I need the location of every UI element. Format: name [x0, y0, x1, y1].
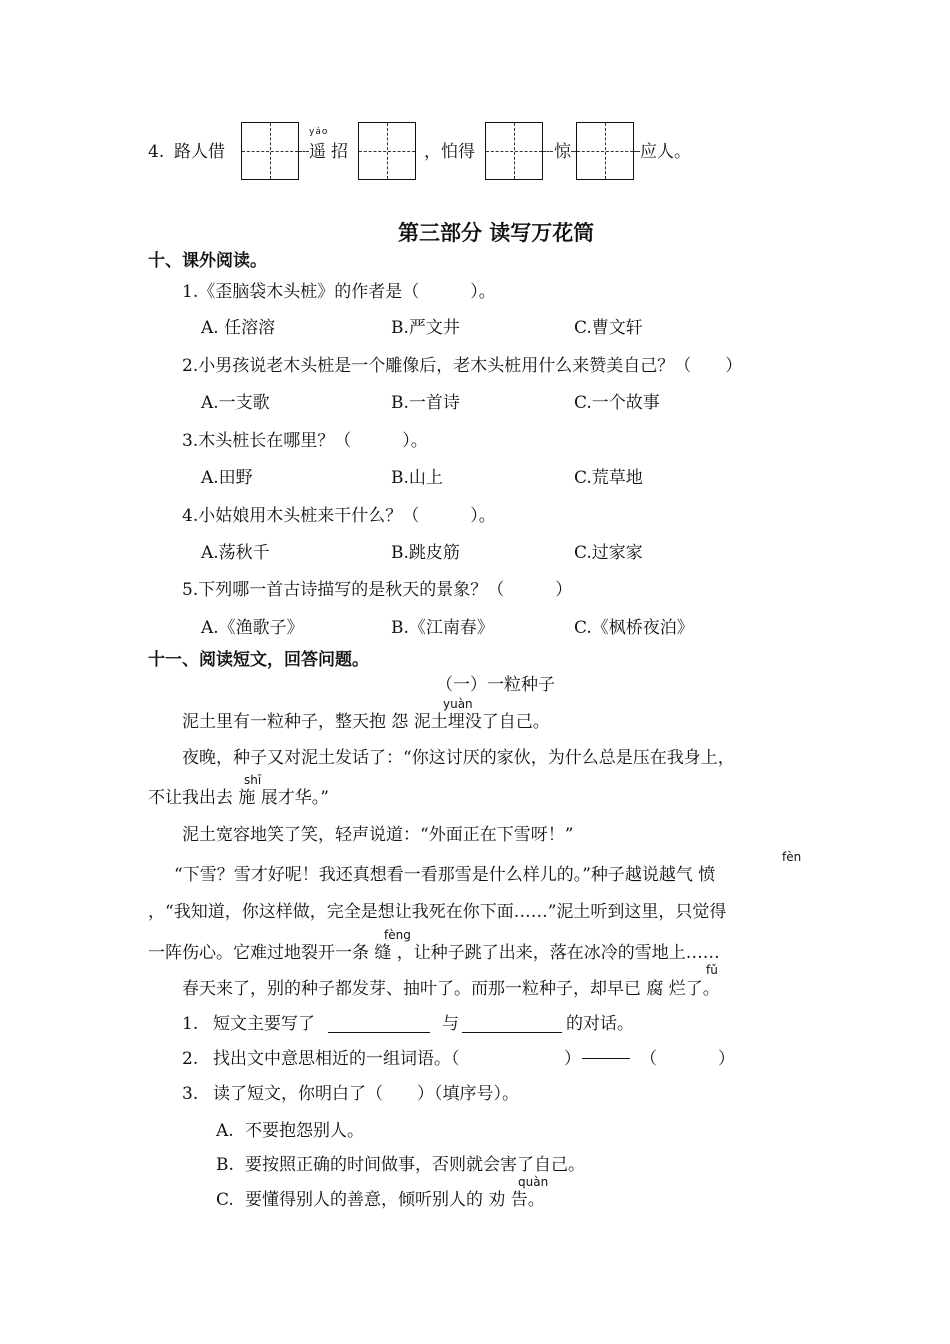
story-line-1: 泥土里有一粒种子，整天抱 怨 泥土埋没了自己。	[182, 712, 550, 732]
s11-choice-a-text: 不要抱怨别人。	[245, 1121, 364, 1141]
s10-q1-option-c[interactable]: C.曹文轩	[574, 318, 643, 338]
s11-choice-b-text: 要按照正确的时间做事，否则就会害了自己。	[245, 1155, 585, 1175]
writing-box-4[interactable]	[576, 122, 634, 180]
s10-q5-option-a[interactable]: A.《渔歌子》	[201, 618, 304, 638]
pinyin-yao: yáo	[309, 127, 329, 137]
s11-q2-text-d: ）	[718, 1049, 735, 1069]
s11-choice-a-label[interactable]: A.	[216, 1121, 234, 1141]
s10-q4-option-b[interactable]: B.跳皮筋	[391, 543, 460, 563]
s11-q3-number: 3.	[182, 1084, 199, 1104]
s10-q3-option-a[interactable]: A.田野	[201, 468, 253, 488]
s10-q2-stem: 2.小男孩说老木头桩是一个雕像后，老木头桩用什么来赞美自己？（ ）	[182, 356, 743, 376]
s11-choice-c-label[interactable]: C.	[216, 1190, 234, 1210]
s11-choice-b-label[interactable]: B.	[216, 1155, 234, 1175]
s11-choice-c-text: 要懂得别人的善意，倾听别人的 劝 告。	[245, 1190, 545, 1210]
s11-q1-blank-1[interactable]	[328, 1032, 430, 1033]
story-line-7: 一阵伤心。它难过地裂开一条 缝 ，让种子跳了出来，落在冰冷的雪地上……	[148, 943, 720, 963]
s11-q2-text-a: 找出文中意思相近的一组词语。（	[213, 1049, 460, 1069]
story-line-3: 不让我出去 施 展才华。”	[148, 788, 329, 808]
s11-q2-text-c: （	[640, 1049, 657, 1069]
writing-box-3[interactable]	[485, 122, 543, 180]
pinyin-feng: fèng	[384, 928, 411, 942]
section11-heading: 十一、阅读短文，回答问题。	[148, 650, 369, 670]
q4-number: 4.	[148, 142, 165, 162]
s10-q2-option-b[interactable]: B.一首诗	[391, 393, 460, 413]
s10-q2-option-c[interactable]: C.一个故事	[574, 393, 660, 413]
pinyin-fen: fèn	[782, 850, 802, 864]
story-line-5: “下雪？雪才好呢！我还真想看一看那雪是什么样儿的。”种子越说越气 愤	[174, 865, 716, 885]
s11-q2-dash	[582, 1058, 630, 1059]
s10-q1-option-b[interactable]: B.严文井	[391, 318, 460, 338]
s11-q2-number: 2.	[182, 1049, 199, 1069]
s10-q4-option-a[interactable]: A.荡秋千	[201, 543, 270, 563]
s11-q1-text-b: 与	[442, 1014, 459, 1034]
pinyin-yuan: yuàn	[443, 697, 473, 711]
s11-q3-text: 读了短文，你明白了（ ）（填序号）。	[213, 1084, 519, 1104]
s11-q2-text-b: ）	[564, 1049, 581, 1069]
s10-q3-option-b[interactable]: B.山上	[391, 468, 443, 488]
char-zhao: 招	[331, 142, 348, 162]
s10-q2-option-a[interactable]: A.一支歌	[201, 393, 270, 413]
s10-q5-option-b[interactable]: B.《江南春》	[391, 618, 494, 638]
story-line-2: 夜晚，种子又对泥土发话了：“你这讨厌的家伙，为什么总是压在我身上，	[182, 748, 735, 768]
char-yao: 遥	[309, 142, 326, 162]
s11-q1-text-a: 短文主要写了	[213, 1014, 315, 1034]
s10-q5-option-c[interactable]: C.《枫桥夜泊》	[574, 618, 694, 638]
char-jing: 惊	[554, 142, 571, 162]
q4-text-end: 应人。	[640, 142, 691, 162]
s10-q3-stem: 3.木头桩长在哪里？（ ）。	[182, 431, 428, 451]
s10-q4-option-c[interactable]: C.过家家	[574, 543, 643, 563]
s10-q3-option-c[interactable]: C.荒草地	[574, 468, 643, 488]
q4-text-part1: 路人借	[174, 142, 225, 162]
writing-box-2[interactable]	[358, 122, 416, 180]
s10-q1-option-a[interactable]: A. 任溶溶	[201, 318, 276, 338]
pinyin-fu: fǔ	[706, 963, 718, 977]
story-title: （一）一粒种子	[436, 675, 555, 695]
s10-q5-stem: 5.下列哪一首古诗描写的是秋天的景象？（ ）	[182, 580, 573, 600]
s11-q1-text-c: 的对话。	[566, 1014, 634, 1034]
story-line-8: 春天来了，别的种子都发芽、抽叶了。而那一粒种子，却早已 腐 烂了。	[182, 979, 720, 999]
writing-box-1[interactable]	[241, 122, 299, 180]
s11-q1-blank-2[interactable]	[462, 1032, 562, 1033]
story-line-4: 泥土宽容地笑了笑，轻声说道：“外面正在下雪呀！”	[182, 825, 574, 845]
s10-q4-stem: 4.小姑娘用木头桩来干什么？（ ）。	[182, 506, 496, 526]
part3-title: 第三部分 读写万花筒	[398, 220, 595, 245]
s10-q1-stem: 1.《歪脑袋木头桩》的作者是（ ）。	[182, 282, 496, 302]
pinyin-shi: shī	[244, 773, 262, 787]
q4-text-comma: ，怕得	[424, 142, 475, 162]
section10-heading: 十、课外阅读。	[148, 251, 267, 271]
s11-q1-number: 1.	[182, 1014, 199, 1034]
pinyin-quan: quàn	[518, 1175, 549, 1189]
story-line-6: ，“我知道，你这样做，完全是想让我死在你下面……”泥土听到这里，只觉得	[148, 902, 727, 922]
